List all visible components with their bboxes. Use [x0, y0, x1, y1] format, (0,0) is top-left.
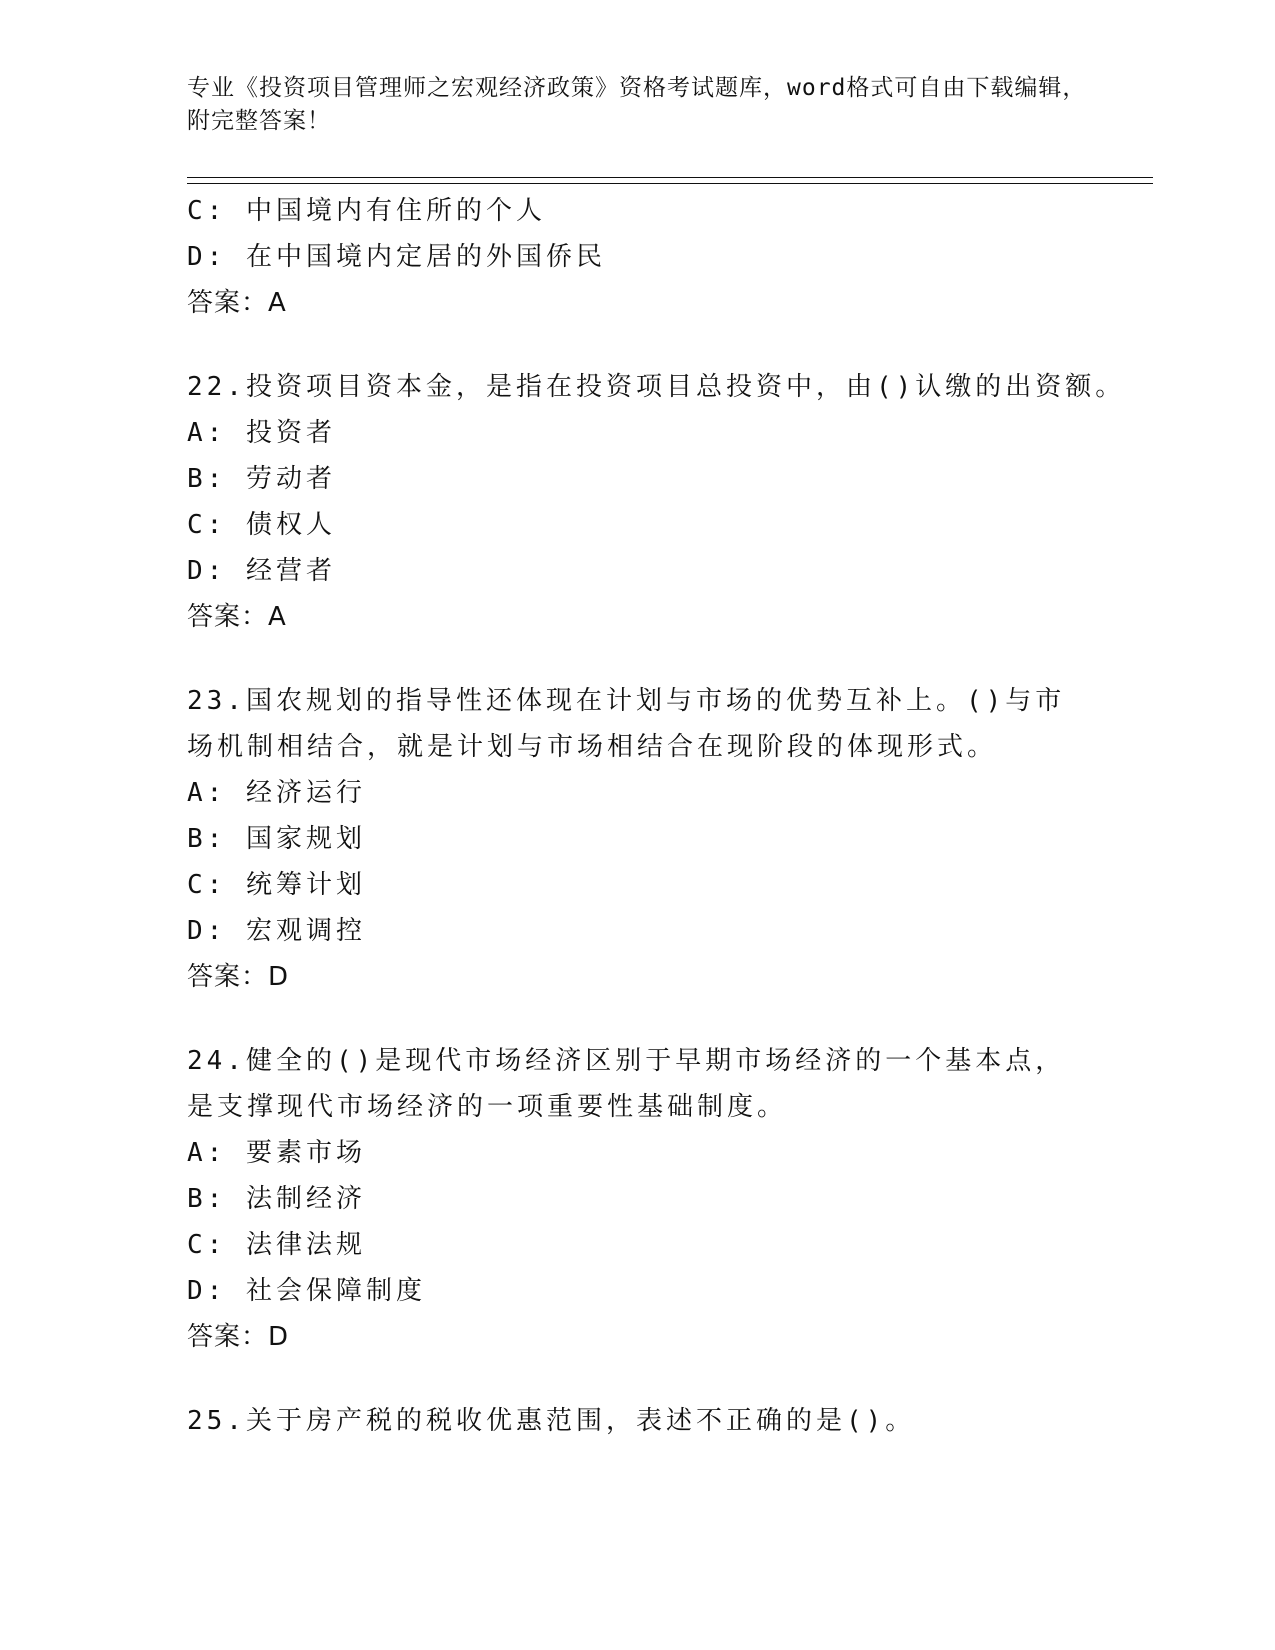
question-22 [187, 364, 1126, 640]
question-24 [187, 1038, 1087, 1360]
option-d: D: 在中国境内定居的外国侨民 [187, 242, 606, 272]
option-b: B: 法制经济 [187, 1184, 366, 1214]
option-b: B: 劳动者 [187, 464, 336, 494]
answer: 答案：A [187, 602, 287, 632]
answer: 答案：D [187, 962, 290, 992]
option-c: C: 统筹计划 [187, 870, 366, 900]
header-divider-top [187, 177, 1153, 178]
option-c: C: 中国境内有住所的个人 [187, 196, 546, 226]
header-text: 专业《投资项目管理师之宏观经济政策》资格考试题库，word格式可自由下载编辑，附完整答案！ [187, 75, 1087, 134]
question-text: 25.关于房产税的税收优惠范围，表述不正确的是()。 [187, 1406, 916, 1436]
answer: 答案：A [187, 288, 287, 318]
question-text: 22.投资项目资本金，是指在投资项目总投资中，由()认缴的出资额。 [187, 372, 1126, 402]
continued-question [187, 188, 1087, 326]
header-divider-bottom [187, 183, 1153, 184]
option-c: C: 债权人 [187, 510, 336, 540]
document-header [187, 72, 1087, 138]
answer: 答案：D [187, 1322, 290, 1352]
question-23 [187, 678, 1087, 1000]
option-a: A: 要素市场 [187, 1138, 366, 1168]
option-c: C: 法律法规 [187, 1230, 366, 1260]
option-d: D: 经营者 [187, 556, 336, 586]
question-text: 24.健全的()是现代市场经济区别于早期市场经济的一个基本点，是支撑现代市场经济的一项重要性基础制度。 [187, 1046, 1066, 1122]
option-d: D: 社会保障制度 [187, 1276, 426, 1306]
question-text: 23.国农规划的指导性还体现在计划与市场的优势互补上。()与市场机制相结合，就是计划与市场相结合在现阶段的体现形式。 [187, 686, 1066, 762]
option-a: A: 经济运行 [187, 778, 366, 808]
question-25 [187, 1398, 1087, 1444]
option-a: A: 投资者 [187, 418, 336, 448]
option-b: B: 国家规划 [187, 824, 366, 854]
question-list [187, 188, 1126, 1444]
option-d: D: 宏观调控 [187, 916, 366, 946]
